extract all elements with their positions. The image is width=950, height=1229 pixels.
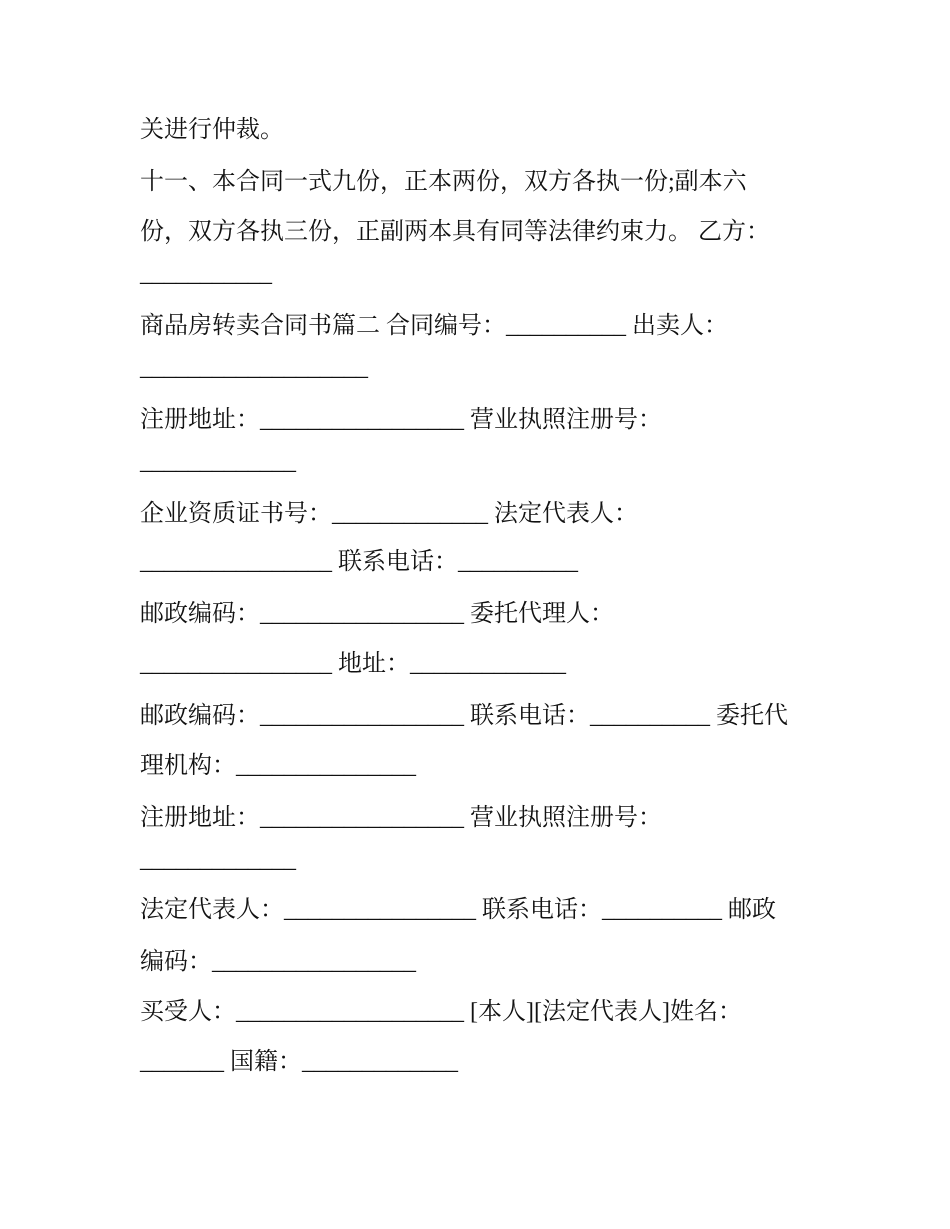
blank-line: _____________ — [140, 847, 296, 873]
text-line: 买受人：___________________ [本人][法定代表人]姓名： — [140, 999, 742, 1025]
text-line: 企业资质证书号：_____________ 法定代表人： — [140, 501, 638, 527]
text-line: 邮政编码：_________________ 联系电话：__________ 委托代 — [140, 703, 788, 729]
text-line: 注册地址：_________________ 营业执照注册号： — [140, 407, 662, 433]
blank-line: ___________________ — [140, 355, 368, 381]
text-line: 法定代表人：________________ 联系电话：__________ 邮政 — [140, 897, 776, 923]
text-line: 邮政编码：_________________ 委托代理人： — [140, 601, 614, 627]
text-line: 份，双方各执三份，正副两本具有同等法律约束力。 乙方： — [140, 219, 770, 245]
text-line: 编码：_________________ — [140, 949, 416, 975]
text-line: _______ 国籍：_____________ — [140, 1049, 458, 1075]
text-line: ________________ 地址：_____________ — [140, 651, 566, 677]
text-line: 关进行仲裁。 — [140, 117, 284, 143]
text-line: 注册地址：_________________ 营业执照注册号： — [140, 805, 662, 831]
text-line: ________________ 联系电话：__________ — [140, 549, 578, 575]
text-line: 商品房转卖合同书篇二 合同编号：__________ 出卖人： — [140, 313, 728, 339]
blank-line: ___________ — [140, 261, 272, 287]
text-line: 理机构：_______________ — [140, 753, 416, 779]
text-line: 十一、本合同一式九份，正本两份，双方各执一份;副本六 — [140, 169, 747, 195]
blank-line: _____________ — [140, 449, 296, 475]
